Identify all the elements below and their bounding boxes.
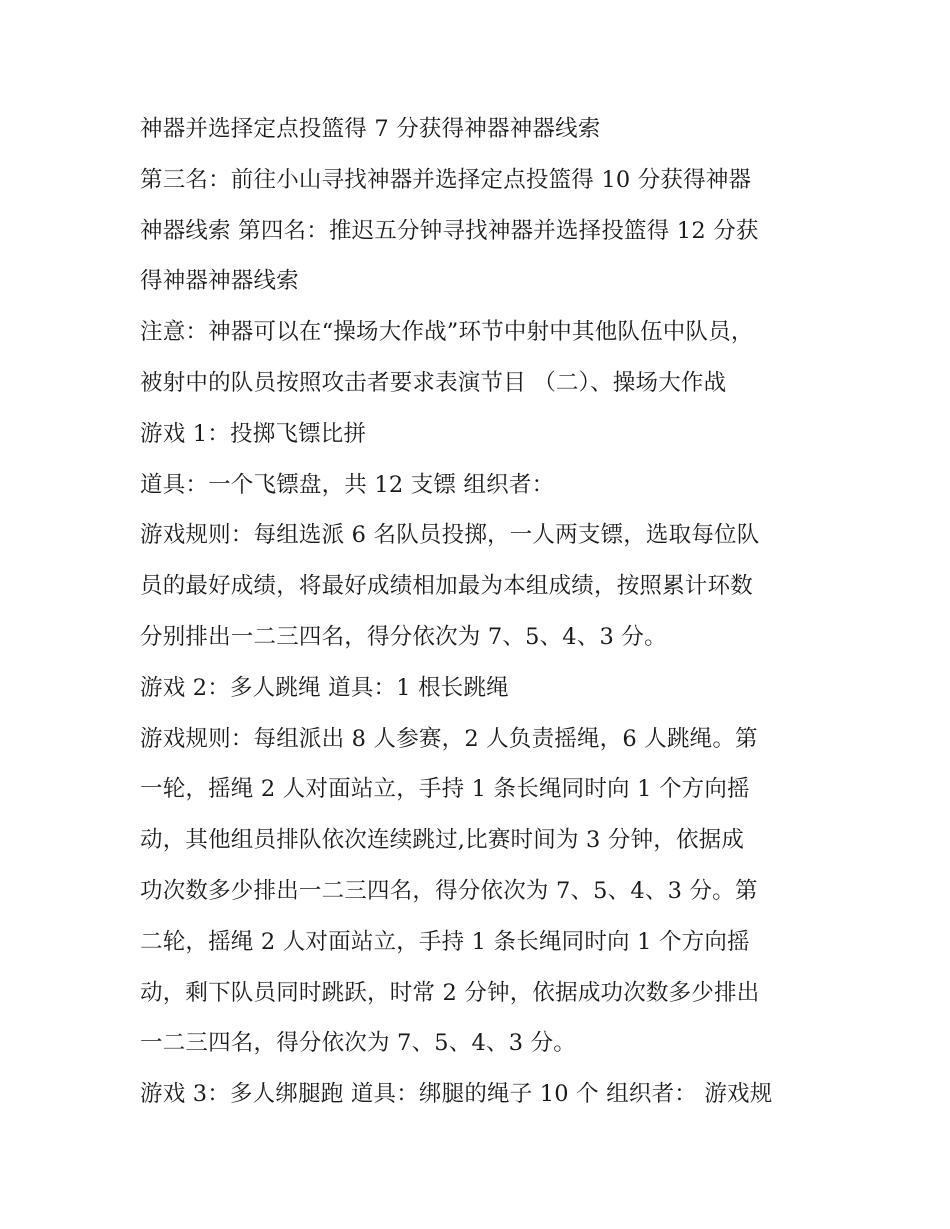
text-line: 功次数多少排出一二三四名，得分依次为 7、5、4、3 分。第 [140, 877, 758, 904]
text-line: 游戏 2：多人跳绳 道具：1 根长跳绳 [140, 674, 509, 701]
text-line: 得神器神器线索 [140, 268, 299, 295]
text-line: 一二三四名，得分依次为 7、5、4、3 分。 [140, 1030, 576, 1057]
document-body [140, 104, 820, 1120]
text-line: 二轮，摇绳 2 人对面站立，手持 1 条长绳同时向 1 个方向摇 [140, 928, 750, 955]
text-line: 游戏规则：每组派出 8 人参赛，2 人负责摇绳，6 人跳绳。第 [140, 725, 758, 752]
text-line: 注意：神器可以在“操场大作战”环节中射中其他队伍中队员， [140, 319, 754, 346]
text-line: 员的最好成绩，将最好成绩相加最为本组成绩，按照累计环数 [140, 573, 753, 600]
text-line: 游戏 3：多人绑腿跑 道具：绑腿的绳子 10 个 组织者： 游戏规 [140, 1081, 773, 1108]
text-line: 动，剩下队员同时跳跃，时常 2 分钟，依据成功次数多少排出 [140, 979, 760, 1006]
text-line: 游戏规则：每组选派 6 名队员投掷，一人两支镖，选取每位队 [140, 522, 760, 549]
text-line: 被射中的队员按照攻击者要求表演节目 （二）、操场大作战 [140, 369, 727, 396]
text-line: 分别排出一二三四名，得分依次为 7、5、4、3 分。 [140, 623, 667, 650]
text-line: 动，其他组员排队依次连续跳过,比赛时间为 3 分钟，依据成 [140, 827, 745, 854]
text-line: 神器并选择定点投篮得 7 分获得神器神器线索 [140, 116, 601, 142]
text-line: 一轮，摇绳 2 人对面站立，手持 1 条长绳同时向 1 个方向摇 [140, 776, 750, 803]
text-line: 道具：一个飞镖盘，共 12 支镖 组织者： [140, 471, 555, 498]
text-line: 第三名：前往小山寻找神器并选择定点投篮得 10 分获得神器 [140, 166, 752, 193]
text-line: 神器线索 第四名：推迟五分钟寻找神器并选择投篮得 12 分获 [140, 217, 759, 244]
text-line: 游戏 1：投掷飞镖比拼 [140, 420, 367, 447]
